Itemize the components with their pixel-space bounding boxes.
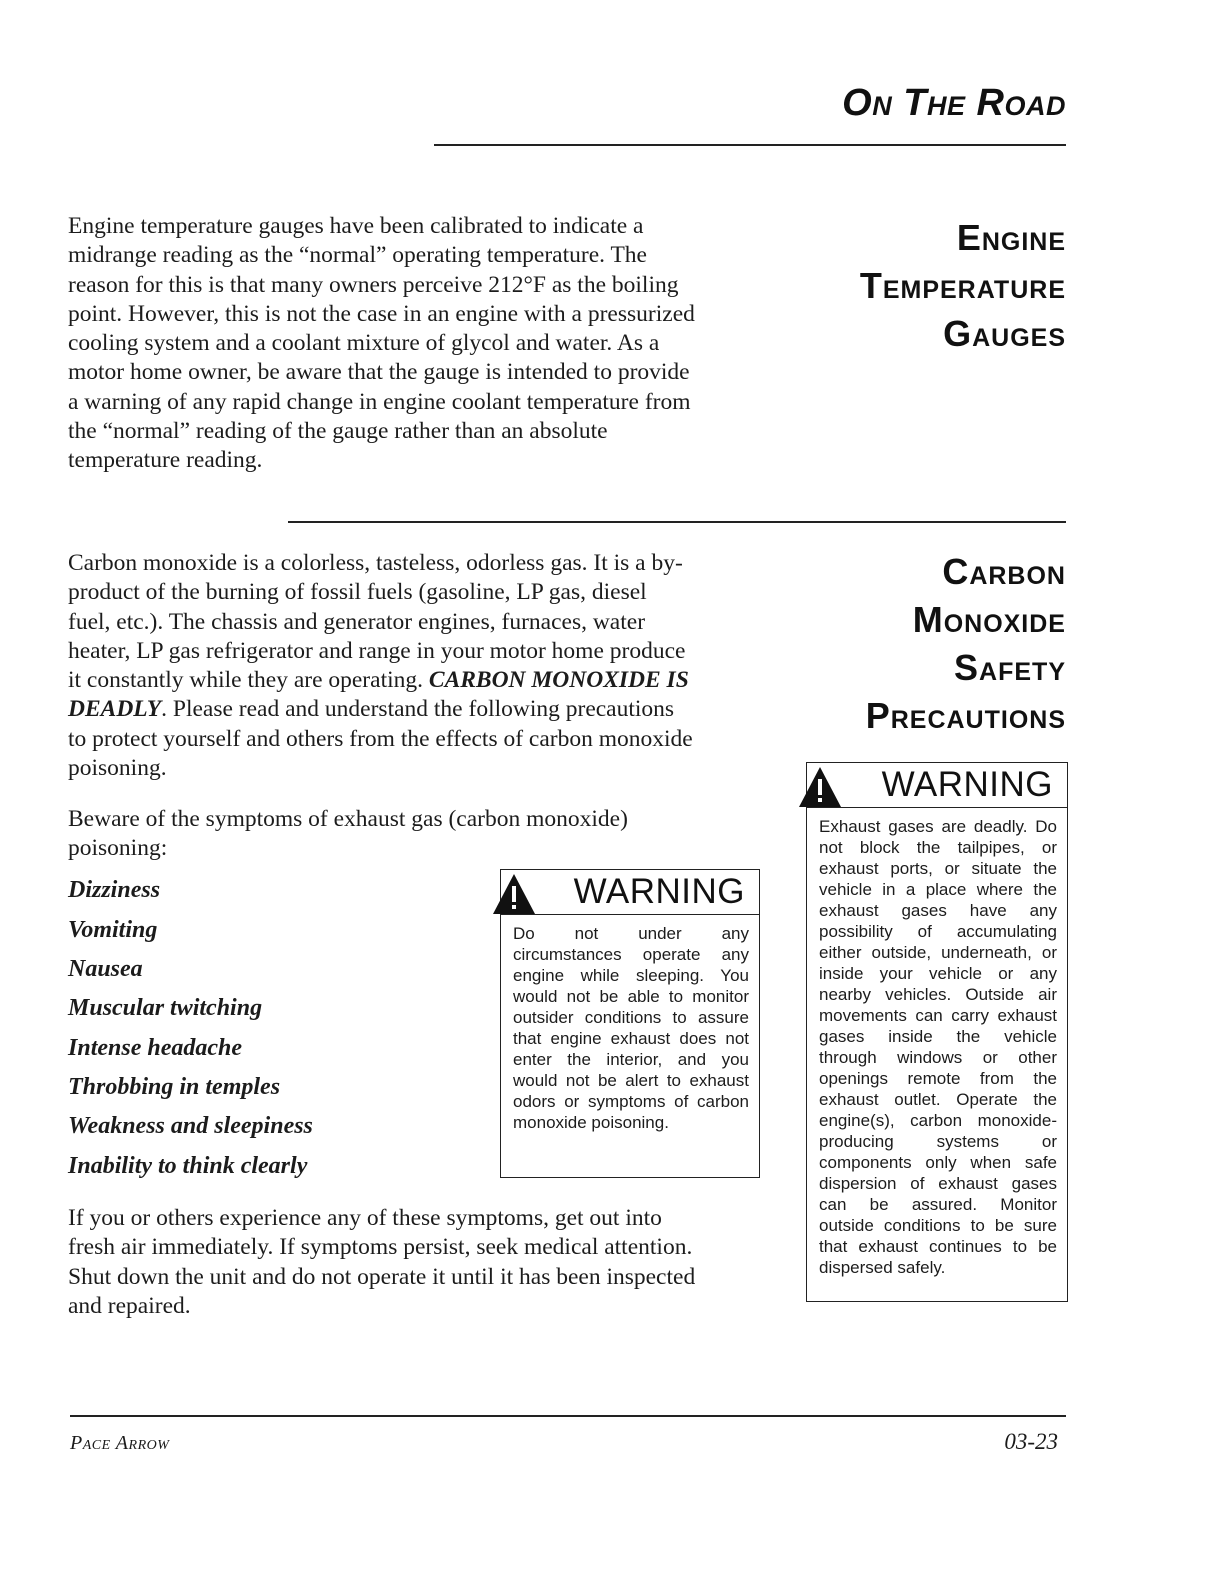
footer-model-name: Pace Arrow	[70, 1432, 170, 1454]
heading-line: Monoxide	[912, 599, 1066, 640]
carbon-monoxide-heading	[766, 548, 1066, 740]
symptom-item: Vomiting	[68, 917, 158, 943]
symptom-item: Dizziness	[68, 877, 161, 903]
header-rule	[434, 144, 1066, 146]
symptoms-intro: Beware of the symptoms of exhaust gas (carbon monoxide) poisoning:	[68, 806, 628, 862]
engine-temperature-paragraph: Engine temperature gauges have been calibrated to indicate a midrange reading as the “normal” operating temperature. The reason for this is that many owners perceive 212°F as the boiling point. However, this is not the case in an engine with a pressurized cooling system and a coolant mixture of glycol and water. As a motor home owner, be aware that the gauge is intended to provide a warning of any rapid change in engine coolant temperature from the “normal” reading of the gauge rather than an absolute temperature reading.	[68, 213, 695, 474]
intro-text-continued: . Please read and understand the following precautions to protect yourself and others from the effects of carbon monoxide poisoning.	[68, 696, 693, 782]
symptom-item: Throbbing in temples	[68, 1074, 281, 1100]
warning-header	[807, 763, 1067, 808]
deadly-emphasis: CARBON MONOXIDE IS DEADLY	[68, 667, 689, 723]
footer-rule	[70, 1415, 1066, 1417]
exhaust-warning-box	[806, 762, 1068, 1302]
warning-label: WARNING	[881, 765, 1053, 804]
symptom-item: Inability to think clearly	[68, 1153, 308, 1179]
heading-line: Temperature	[859, 265, 1066, 306]
intro-text: Carbon monoxide is a colorless, tasteless, odorless gas. It is a by-product of the burning of fossil fuels (gasoline, LP gas, diesel fuel, etc.). The chassis and generator engines, furnaces, water heater, LP gas refrigerator and range in your motor home produce it constantly while they are operating.	[68, 550, 686, 694]
heading-line: Safety	[954, 647, 1066, 688]
page-number: 03-23	[1004, 1429, 1058, 1454]
warning-label: WARNING	[573, 872, 745, 911]
section-divider	[288, 521, 1066, 523]
warning-header	[501, 870, 759, 915]
heading-line: Engine	[956, 217, 1066, 258]
warning-triangle-icon	[797, 765, 843, 809]
heading-line: Carbon	[942, 551, 1066, 592]
warning-triangle-icon	[491, 872, 537, 916]
heading-line: Gauges	[943, 313, 1066, 354]
carbon-monoxide-intro	[68, 549, 694, 783]
heading-line: Precautions	[865, 695, 1066, 736]
symptom-item: Nausea	[68, 956, 143, 982]
symptoms-response-paragraph: If you or others experience any of these symptoms, get out into fresh air immediately. If symptoms persist, seek medical attention. Shut down the unit and do not operate it until it has been inspected and repaired.	[68, 1205, 696, 1319]
chapter-title: On The Road	[842, 82, 1066, 124]
engine-temperature-heading	[766, 214, 1066, 358]
symptom-item: Weakness and sleepiness	[68, 1113, 313, 1139]
warning-text: Exhaust gases are deadly. Do not block the tailpipes, or exhaust ports, or situate the vehicle in a place where the exhaust gases have any possibility of accumulating either outside, underneath, or inside your vehicle or any nearby vehicles. Outside air movements can carry exhaust gases inside the vehicle through windows or other openings remote from the exhaust outlet. Operate the engine(s), carbon monoxide-producing systems or components only when safe dispersion of exhaust gases can be assured. Monitor outside conditions to be sure that exhaust continues to be dispersed safely.	[819, 817, 1057, 1277]
symptom-item: Muscular twitching	[68, 995, 263, 1021]
symptom-item: Intense headache	[68, 1035, 242, 1061]
sleeping-warning-box	[500, 869, 760, 1178]
warning-text: Do not under any circumstances operate any engine while sleeping. You would not be able to monitor outsider conditions to assure that engine exhaust does not enter the interior, and you would not be alert to exhaust odors or symptoms of carbon monoxide poisoning.	[513, 924, 749, 1132]
